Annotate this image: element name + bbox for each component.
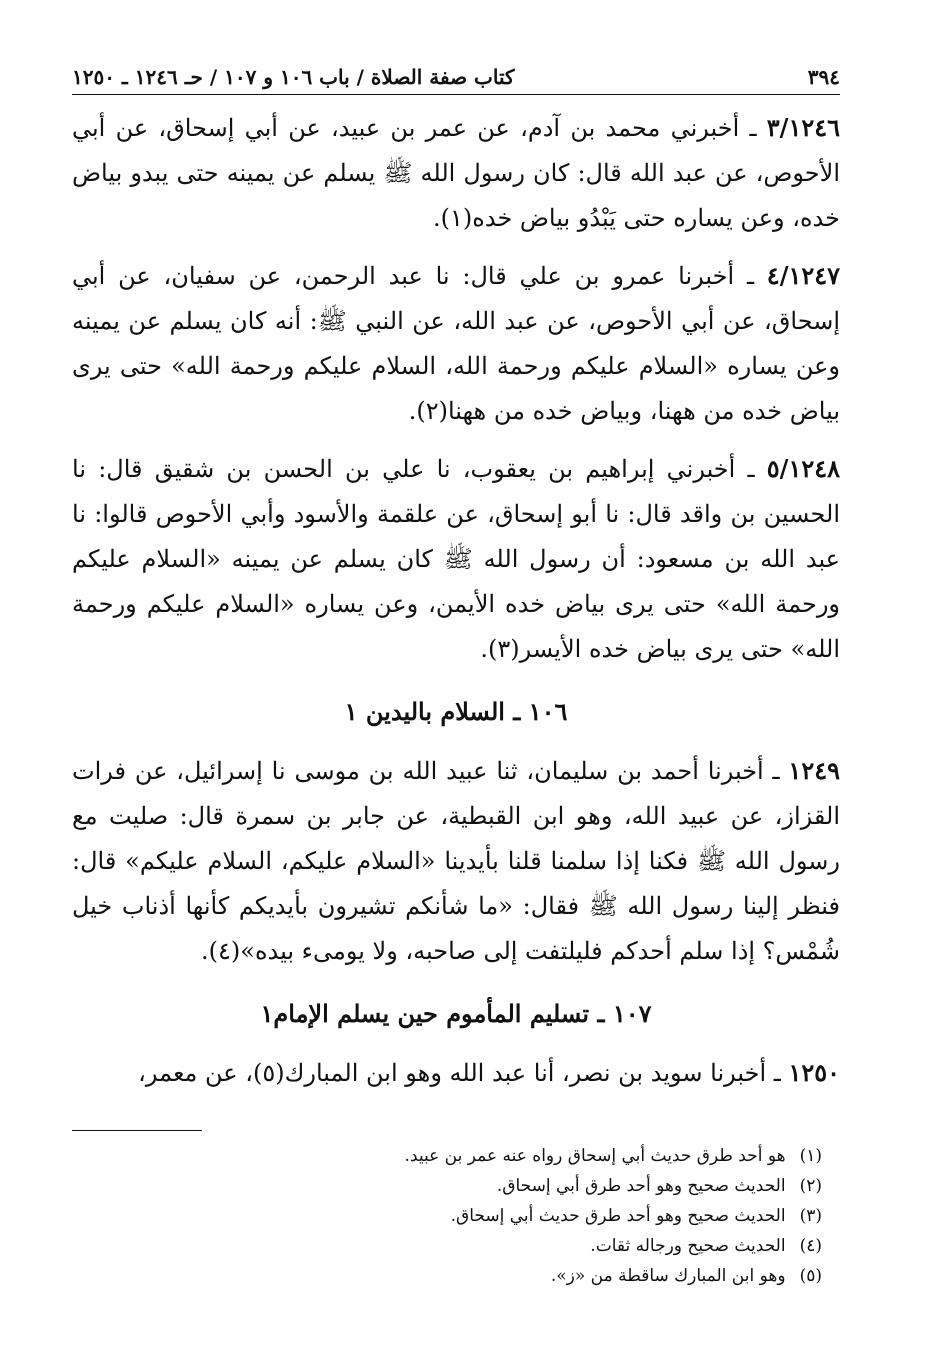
footnotes bbox=[72, 1130, 840, 1291]
hadith-paragraph bbox=[72, 446, 840, 672]
footnote-text: الحديث صحيح ورجاله ثقات. bbox=[590, 1236, 786, 1256]
chapter-title-107: ١٠٧ ـ تسليم المأموم حين يسلم الإمام١ bbox=[260, 999, 652, 1028]
hadith-text: ـ أخبرنا سويد بن نصر، أنا عبد الله وهو ابن المبارك(٥)، عن معمر، bbox=[138, 1059, 781, 1087]
hadith-number: ٤/١٢٤٧ bbox=[766, 261, 841, 290]
footnote-marker: (٢) bbox=[799, 1176, 822, 1196]
footnote-item bbox=[72, 1171, 822, 1201]
page-number: ٣٩٤ bbox=[807, 65, 840, 89]
page-body bbox=[72, 62, 840, 1108]
hadith-text: ـ أخبرني إبراهيم بن يعقوب، نا علي بن الحسن بن شقيق قال: نا الحسين بن واقد قال: نا أبو إسحاق، عن علقمة والأسود وأبي الأحوص قالوا: نا عبد الله بن مسعود: أن رسول الله ﷺ كان يسلم عن يمينه «السلام عليكم ورحمة الله» حتى يرى بياض خده الأيمن، وعن يساره «السلام عليكم ورحمة الله» حتى يرى بياض خده الأيسر(٣). bbox=[72, 455, 840, 663]
hadith-number: ٥/١٢٤٨ bbox=[766, 454, 840, 483]
hadith-paragraph bbox=[72, 1050, 840, 1096]
footnote-item bbox=[72, 1201, 822, 1231]
footnote-item bbox=[72, 1141, 822, 1171]
chapter-title-106: ١٠٦ ـ السلام باليدين ١ bbox=[344, 697, 568, 726]
footnote-marker: (١) bbox=[799, 1146, 822, 1166]
hadith-paragraph bbox=[72, 748, 840, 974]
hadith-number: ١٢٥٠ bbox=[788, 1058, 840, 1087]
hadith-text: ـ أخبرنا عمرو بن علي قال: نا عبد الرحمن، عن سفيان، عن أبي إسحاق، عن أبي الأحوص، عن عبد الله، عن النبي ﷺ: أنه كان يسلم عن يمينه وعن يساره «السلام عليكم ورحمة الله، السلام عليكم ورحمة الله» حتى يرى بياض خده من ههنا، وبياض خده من ههنا(٢). bbox=[72, 262, 840, 425]
hadith-paragraph bbox=[72, 253, 840, 434]
hadith-text: ـ أخبرني محمد بن آدم، عن عمر بن عبيد، عن أبي إسحاق، عن أبي الأحوص، عن عبد الله قال: كان رسول الله ﷺ يسلم عن يمينه حتى يبدو بياض خده، وعن يساره حتى يَبْدُو بياض خده(١). bbox=[72, 114, 840, 232]
footnote-text: الحديث صحيح وهو أحد طرق حديث أبي إسحاق. bbox=[450, 1206, 786, 1226]
running-title: كتاب صفة الصلاة / باب ١٠٦ و ١٠٧ / حـ ١٢٤٦ ـ ١٢٥٠ bbox=[72, 65, 515, 89]
footnote-marker: (٣) bbox=[799, 1206, 822, 1226]
hadith-paragraph bbox=[72, 105, 840, 241]
hadith-text: ـ أخبرنا أحمد بن سليمان، ثنا عبيد الله بن موسى نا إسرائيل، عن فرات القزاز، عن عبيد الله، وهو ابن القبطية، عن جابر بن سمرة قال: صليت مع رسول الله ﷺ فكنا إذا سلمنا قلنا بأيدينا «السلام عليكم، السلام عليكم» قال: فنظر إلينا رسول الله ﷺ فقال: «ما شأنكم تشيرون بأيديكم كأنها أذناب خيل شُمْس؟ إذا سلم أحدكم فليلتفت إلى صاحبه، ولا يومىء بيده»(٤). bbox=[72, 757, 840, 965]
footnote-marker: (٥) bbox=[799, 1266, 822, 1286]
footnote-divider bbox=[72, 1130, 202, 1131]
footnote-item bbox=[72, 1231, 822, 1261]
footnote-text: هو أحد طرق حديث أبي إسحاق رواه عنه عمر بن عبيد. bbox=[404, 1146, 786, 1166]
hadith-number: ٣/١٢٤٦ bbox=[766, 113, 840, 142]
footnote-marker: (٤) bbox=[799, 1236, 822, 1256]
footnote-item bbox=[72, 1261, 822, 1291]
running-header bbox=[72, 62, 840, 95]
footnote-text: الحديث صحيح وهو أحد طرق أبي إسحاق. bbox=[496, 1176, 786, 1196]
hadith-number: ١٢٤٩ bbox=[788, 756, 840, 785]
footnote-text: وهو ابن المبارك ساقطة من «ز». bbox=[550, 1266, 786, 1286]
